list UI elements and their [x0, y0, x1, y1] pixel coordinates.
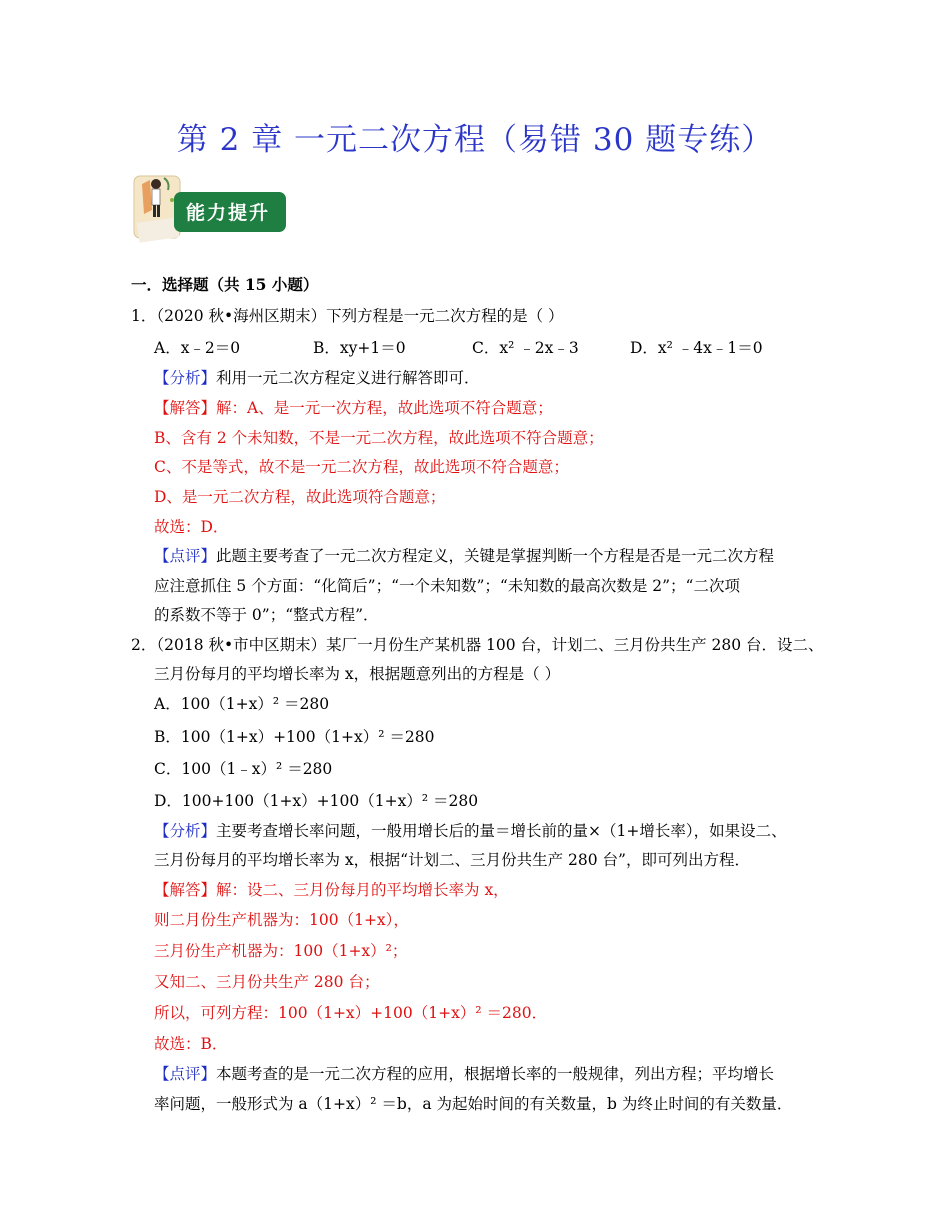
q1-answer-text-1: 解：A、是一元一次方程，故此选项不符合题意； — [216, 399, 553, 417]
q2-stem-line-1: 2．（2018 秋•市中区期末）某厂一月份生产某机器 100 台，计划二、三月份共生产 280 台．设二、 — [131, 636, 824, 654]
q1-option-b: B．xy+1＝0 — [313, 339, 406, 357]
q1-analysis-text: 利用一元二次方程定义进行解答即可． — [216, 369, 480, 387]
q2-analysis-line-1 — [154, 821, 787, 841]
q2-answer-line-5: 所以，可列方程：100（1+x）+100（1+x）² ＝280． — [154, 1004, 548, 1022]
q1-answer-line-3: C、不是等式，故不是一元二次方程，故此选项不符合题意； — [154, 458, 569, 476]
analysis-tag: 【分析】 — [154, 369, 217, 387]
q1-answer-line-5: 故选：D． — [154, 518, 229, 536]
page-title: 第 2 章 一元二次方程（易错 30 题专练） — [176, 122, 774, 158]
q2-answer-line-3: 三月份生产机器为：100（1+x）²； — [154, 942, 408, 960]
q2-option-b: B．100（1+x）+100（1+x）² ＝280 — [154, 728, 435, 746]
q1-option-c: C．x² ﹣2x﹣3 — [472, 339, 579, 357]
q2-stem-line-2: 三月份每月的平均增长率为 x，根据题意列出的方程是（ ） — [154, 665, 561, 683]
q2-option-a: A．100（1+x）² ＝280 — [154, 695, 330, 713]
comment-tag: 【点评】 — [154, 1065, 217, 1083]
q2-analysis-line-2: 三月份每月的平均增长率为 x，根据“计划二、三月份共生产 280 台”，即可列出方程． — [154, 851, 750, 869]
q1-answer-line-1 — [154, 398, 553, 418]
q2-answer-line-6: 故选：B． — [154, 1035, 228, 1053]
comment-tag: 【点评】 — [154, 547, 217, 565]
analysis-tag: 【分析】 — [154, 822, 217, 840]
ability-badge — [128, 170, 288, 248]
q1-analysis — [154, 368, 480, 388]
q2-answer-line-1 — [154, 880, 509, 900]
q1-stem: 1．（2020 秋•海州区期末）下列方程是一元二次方程的是（ ） — [131, 307, 564, 325]
q2-analysis-text-1: 主要考查增长率问题，一般用增长后的量＝增长前的量×（1+增长率），如果设二、 — [216, 822, 787, 840]
section-header: 一．选择题（共 15 小题） — [131, 275, 319, 294]
q1-answer-line-4: D、是一元二次方程，故此选项符合题意； — [154, 488, 446, 506]
q2-answer-line-2: 则二月份生产机器为：100（1+x）， — [154, 911, 409, 929]
q1-answer-line-2: B、含有 2 个未知数，不是一元二次方程，故此选项不符合题意； — [154, 429, 604, 447]
badge-label: 能力提升 — [186, 202, 271, 224]
q2-option-c: C．100（1﹣x）² ＝280 — [154, 760, 333, 778]
q1-comment-line-1 — [154, 546, 774, 566]
q2-answer-text-1: 解：设二、三月份每月的平均增长率为 x， — [216, 881, 509, 899]
answer-tag: 【解答】 — [154, 881, 217, 899]
answer-tag: 【解答】 — [154, 399, 217, 417]
q1-option-a: A．x﹣2＝0 — [154, 339, 241, 357]
q2-option-d: D．100+100（1+x）+100（1+x）² ＝280 — [154, 792, 479, 810]
q2-comment-text-1: 本题考查的是一元二次方程的应用，根据增长率的一般规律，列出方程；平均增长 — [216, 1065, 775, 1083]
q1-comment-text-1: 此题主要考查了一元二次方程定义，关键是掌握判断一个方程是否是一元二次方程 — [216, 547, 775, 565]
q2-answer-line-4: 又知二、三月份共生产 280 台； — [154, 973, 380, 991]
q2-comment-line-1 — [154, 1064, 774, 1084]
q1-comment-line-3: 的系数不等于 0”；“整式方程”． — [154, 606, 379, 624]
q2-comment-line-2: 率问题，一般形式为 a（1+x）² ＝b，a 为起始时间的有关数量，b 为终止时间的有关数量． — [154, 1095, 793, 1113]
q1-option-d: D．x² ﹣4x﹣1＝0 — [630, 339, 763, 357]
q1-comment-line-2: 应注意抓住 5 个方面：“化简后”；“一个未知数”；“未知数的最高次数是 2”；“二次项 — [154, 577, 740, 595]
